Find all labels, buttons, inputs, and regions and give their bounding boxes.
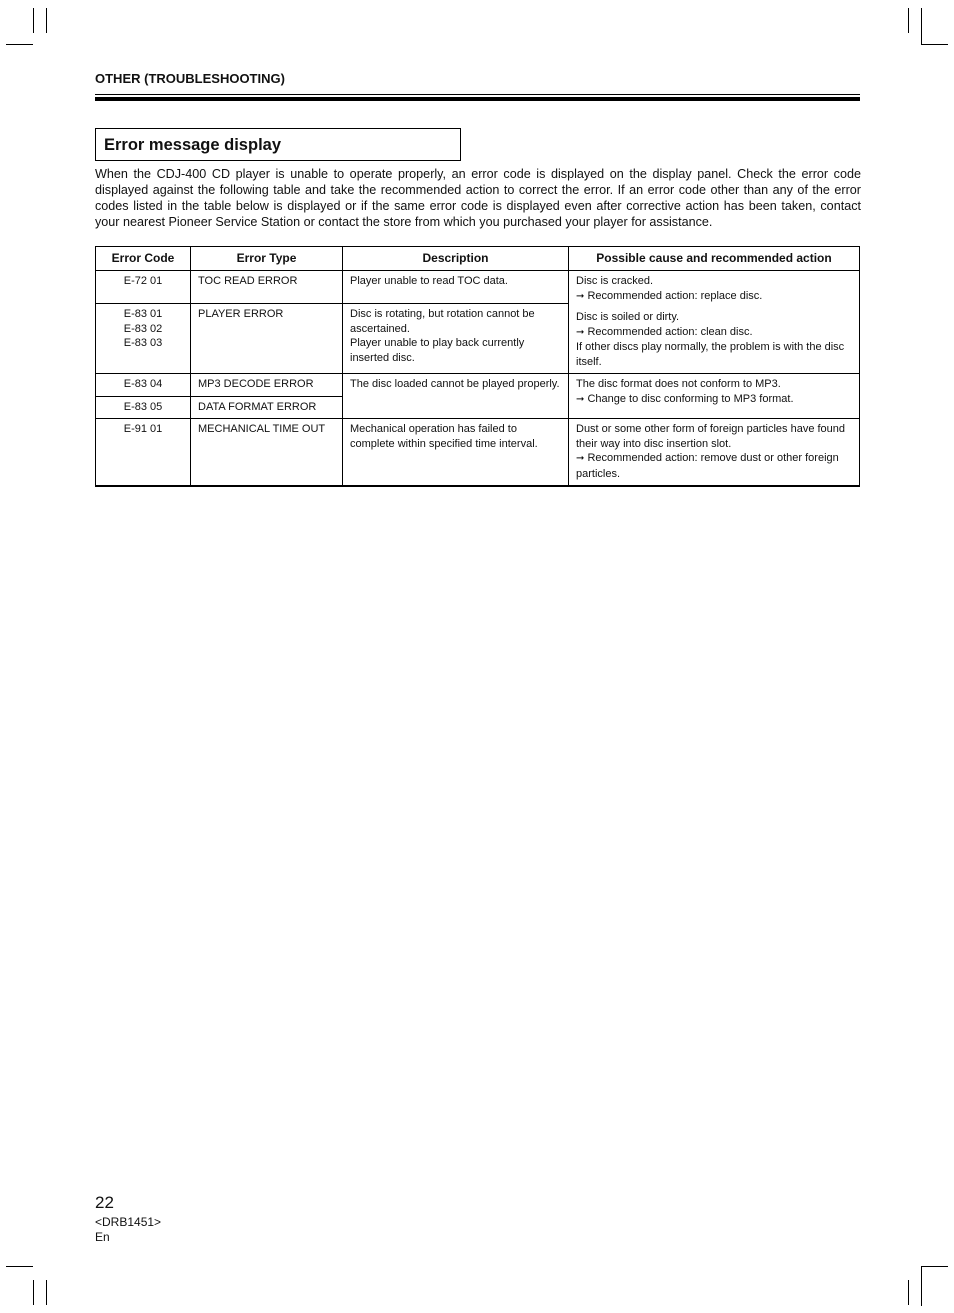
table-row xyxy=(96,374,860,397)
arrow-icon: ➞ xyxy=(576,453,585,464)
cause-text: Disc is soiled or dirty. xyxy=(576,311,680,323)
language-code: En xyxy=(95,1230,110,1244)
description-line: Disc is rotating, but rotation cannot be ascertained. xyxy=(350,308,535,335)
action-text: Recommended action: remove dust or other foreign particles. xyxy=(576,452,839,480)
cause-text: Disc is cracked. xyxy=(576,275,654,287)
arrow-icon: ➞ xyxy=(576,393,585,405)
action-line xyxy=(576,392,852,408)
error-type: DATA FORMAT ERROR xyxy=(191,396,343,419)
action-line xyxy=(576,325,852,341)
description-line: Player unable to read TOC data. xyxy=(350,275,508,287)
action-text: Change to disc conforming to MP3 format. xyxy=(587,392,794,405)
column-header: Description xyxy=(343,247,569,271)
error-description xyxy=(343,419,569,487)
column-header: Error Type xyxy=(191,247,343,271)
cause-action xyxy=(569,419,860,487)
table-row xyxy=(96,419,860,487)
error-description xyxy=(343,304,569,374)
column-header: Error Code xyxy=(96,247,191,271)
description-line: The disc loaded cannot be played properly. xyxy=(350,378,560,390)
error-code: E-72 01 xyxy=(96,271,191,304)
cause-text: Dust or some other form of foreign particles have found their way into disc insertion slot. xyxy=(576,423,846,450)
cause-text: The disc format does not conform to MP3. xyxy=(576,378,781,390)
cause-action xyxy=(569,271,860,374)
table-header-row xyxy=(96,247,860,271)
error-type: MECHANICAL TIME OUT xyxy=(191,419,343,487)
error-type: TOC READ ERROR xyxy=(191,271,343,304)
arrow-icon: ➞ xyxy=(576,326,585,338)
header-rule-thick xyxy=(95,97,860,101)
page-title: Error message display xyxy=(104,136,282,154)
description-line: Player unable to play back currently inserted disc. xyxy=(350,337,525,364)
action-text: Recommended action: replace disc. xyxy=(587,289,763,302)
error-code-line: E-83 01 xyxy=(123,308,163,320)
error-code xyxy=(96,304,191,374)
arrow-icon: ➞ xyxy=(576,290,585,302)
cause-action xyxy=(569,374,860,419)
error-type: MP3 DECODE ERROR xyxy=(191,374,343,397)
column-header: Possible cause and recommended action xyxy=(569,247,860,271)
error-description xyxy=(343,271,569,304)
action-line xyxy=(576,451,852,481)
page-number: 22 xyxy=(95,1193,114,1212)
error-table xyxy=(95,246,860,487)
error-description xyxy=(343,374,569,419)
error-code-line: E-83 02 xyxy=(123,322,163,335)
action-text: Recommended action: clean disc. xyxy=(587,325,753,338)
table-row xyxy=(96,271,860,304)
error-code: E-91 01 xyxy=(96,419,191,487)
error-code: E-83 05 xyxy=(96,396,191,419)
action-line xyxy=(576,289,852,305)
error-type: PLAYER ERROR xyxy=(191,304,343,374)
section-header: OTHER (TROUBLESHOOTING) xyxy=(95,71,285,86)
document-code: <DRB1451> xyxy=(95,1215,162,1229)
note-text: If other discs play normally, the problem is with the disc itself. xyxy=(576,341,845,368)
title-box xyxy=(95,128,461,161)
header-rule xyxy=(95,94,860,95)
error-code: E-83 04 xyxy=(96,374,191,397)
error-code-line: E-83 03 xyxy=(123,337,163,349)
description-line: Mechanical operation has failed to complete within specified time interval. xyxy=(350,423,538,450)
intro-paragraph: When the CDJ-400 CD player is unable to operate properly, an error code is displayed on the display panel. Check the error code displayed against the following table and take the recommended action to correct the error. If an error code other than any of the error codes listed in the table below is displayed or if the same error code is displayed even after corrective action has been taken, contact your nearest Pioneer Service Station or contact the store from which you purchased your player for assistance. xyxy=(95,167,861,229)
